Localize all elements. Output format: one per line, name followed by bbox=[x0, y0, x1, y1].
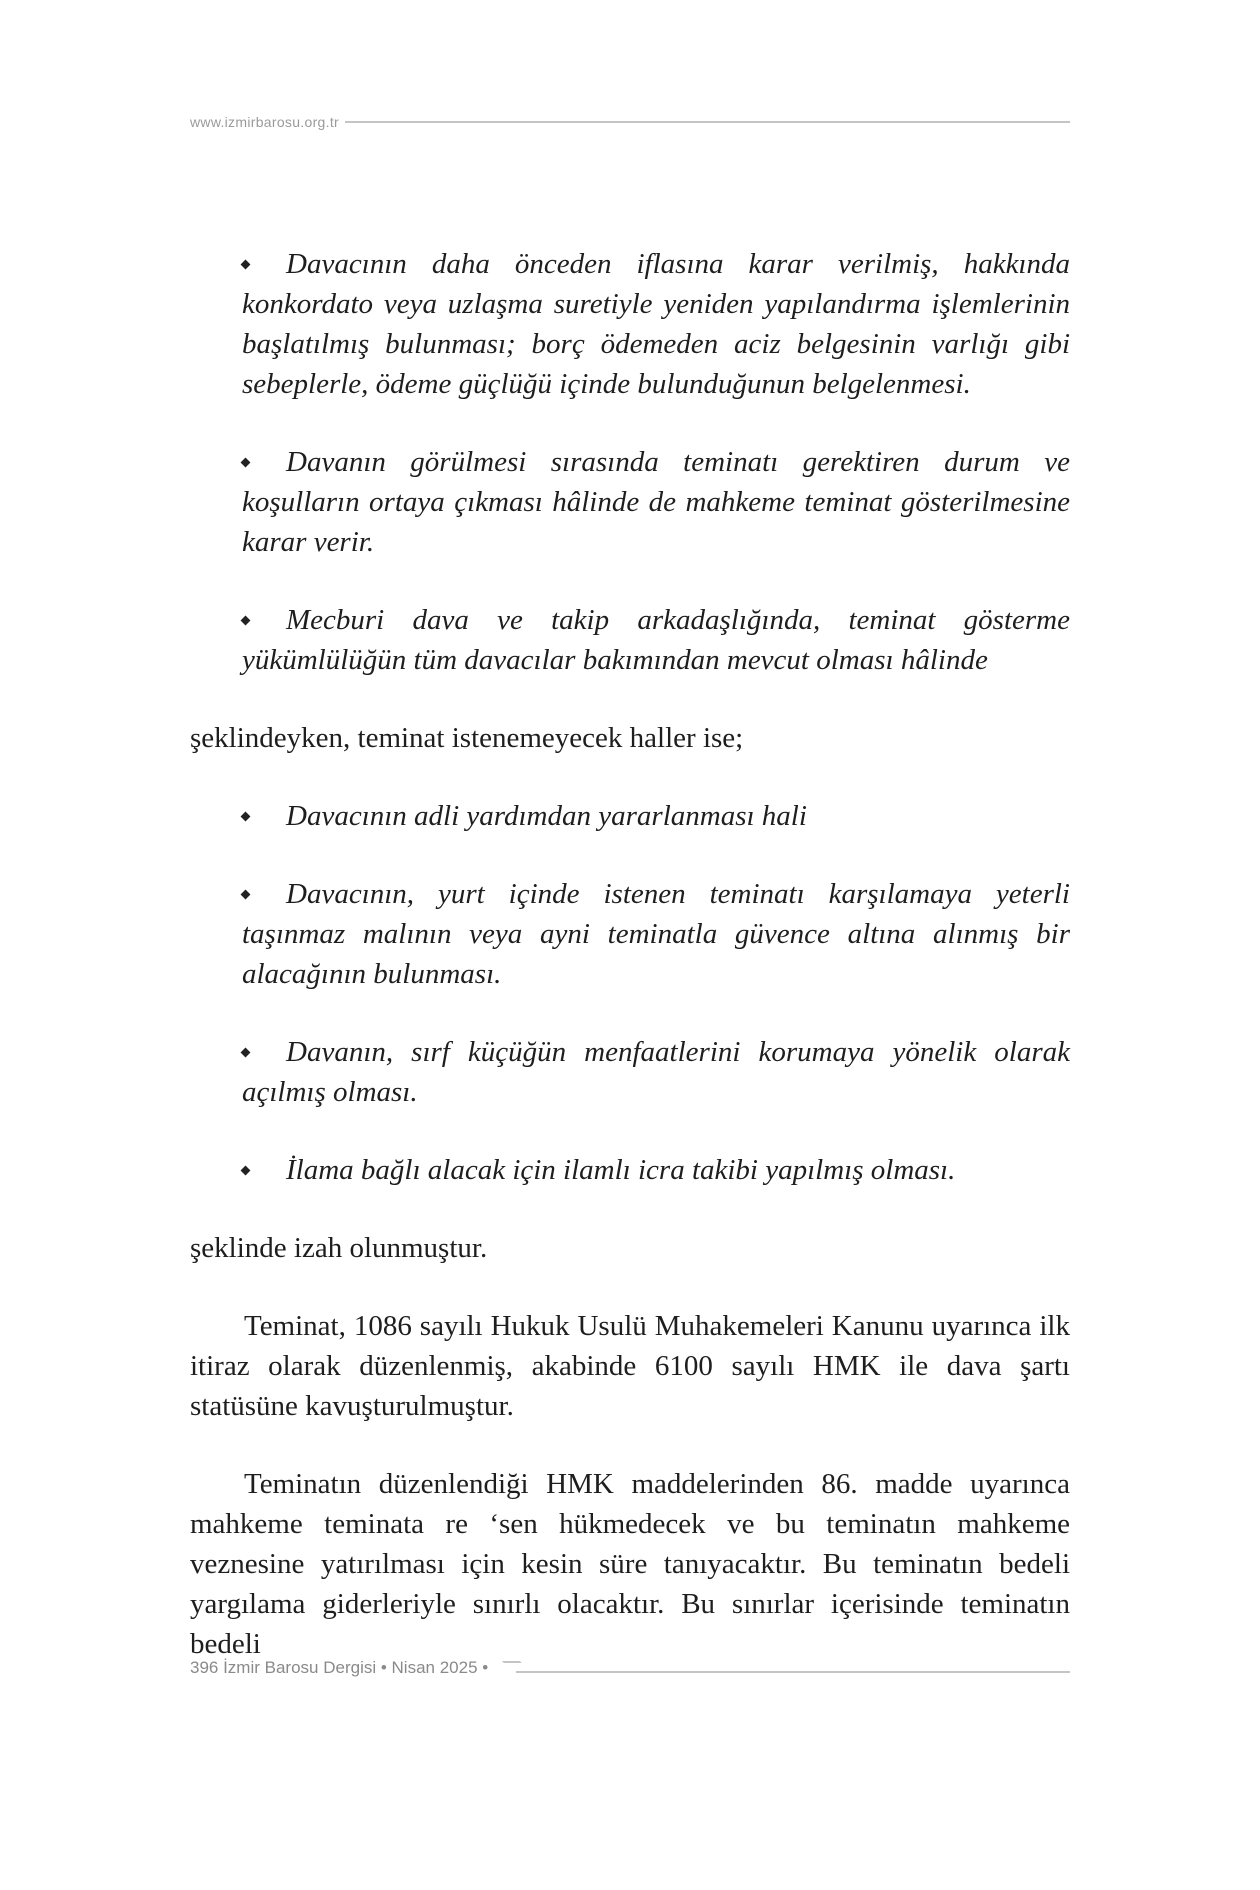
bullet-text: Mecburi dava ve takip arkadaşlığında, teminat gösterme yükümlülüğün tüm davacılar bakımından mevcut olması hâlinde bbox=[242, 604, 1070, 676]
bullet-item bbox=[242, 600, 1070, 680]
footer-text: 396 İzmir Barosu Dergisi • Nisan 2025 • bbox=[190, 1658, 489, 1677]
bullet-item bbox=[242, 442, 1070, 562]
transition-text: şeklinde izah olunmuştur. bbox=[190, 1232, 488, 1264]
header-rule bbox=[345, 121, 1070, 123]
bullet-text: Davacının adli yardımdan yararlanması hali bbox=[286, 800, 807, 832]
paragraph: Teminatın düzenlendiği HMK maddelerinden 86. madde uyarınca mahkeme teminata re ‘sen hükmedecek ve bu teminatın mahkeme veznesine yatırılması için kesin süre tanıyacaktır. Bu teminatın bedeli yargılama giderleriyle sınırlı olacaktır. Bu sınırlar içerisinde teminatın bedeli bbox=[190, 1468, 1070, 1660]
header-url: www.izmirbarosu.org.tr bbox=[190, 114, 339, 130]
paragraph: Teminat, 1086 sayılı Hukuk Usulü Muhakemeleri Kanunu uyarınca ilk itiraz olarak düzenlenmiş, akabinde 6100 sayılı HMK ile dava şartı statüsüne kavuşturulmuştur. bbox=[190, 1310, 1070, 1422]
footer-rule bbox=[502, 1661, 1070, 1675]
bullet-text: Davacının, yurt içinde istenen teminatı karşılamaya yeterli taşınmaz malının veya ayni teminatla güvence altına alınmış bir alacağının bulunması. bbox=[242, 878, 1070, 990]
bullet-item bbox=[242, 874, 1070, 994]
bullet-item bbox=[242, 796, 1070, 836]
bullet-item bbox=[242, 244, 1070, 404]
bullet-text: Davanın görülmesi sırasında teminatı gerektiren durum ve koşulların ortaya çıkması hâlinde de mahkeme teminat gösterilmesine karar verir. bbox=[242, 446, 1070, 558]
bullet-text: Davacının daha önceden iflasına karar verilmiş, hakkında konkordato veya uzlaşma suretiyle yeniden yapılandırma işlemlerinin başlatılmış bulunması; borç ödemeden aciz belgesinin varlığı gibi sebeplerle, ödeme güçlüğü içinde bulunduğunun belgelenmesi. bbox=[242, 248, 1070, 400]
bullet-item bbox=[242, 1150, 1070, 1190]
page-footer bbox=[190, 1656, 1070, 1680]
page-header bbox=[190, 112, 1070, 132]
bullet-text: İlama bağlı alacak için ilamlı icra takibi yapılmış olması. bbox=[286, 1154, 956, 1186]
body-text bbox=[190, 244, 1070, 1664]
bullet-item bbox=[242, 1032, 1070, 1112]
transition-text: şeklindeyken, teminat istenemeyecek haller ise; bbox=[190, 722, 744, 754]
bullet-text: Davanın, sırf küçüğün menfaatlerini korumaya yönelik olarak açılmış olması. bbox=[242, 1036, 1070, 1108]
